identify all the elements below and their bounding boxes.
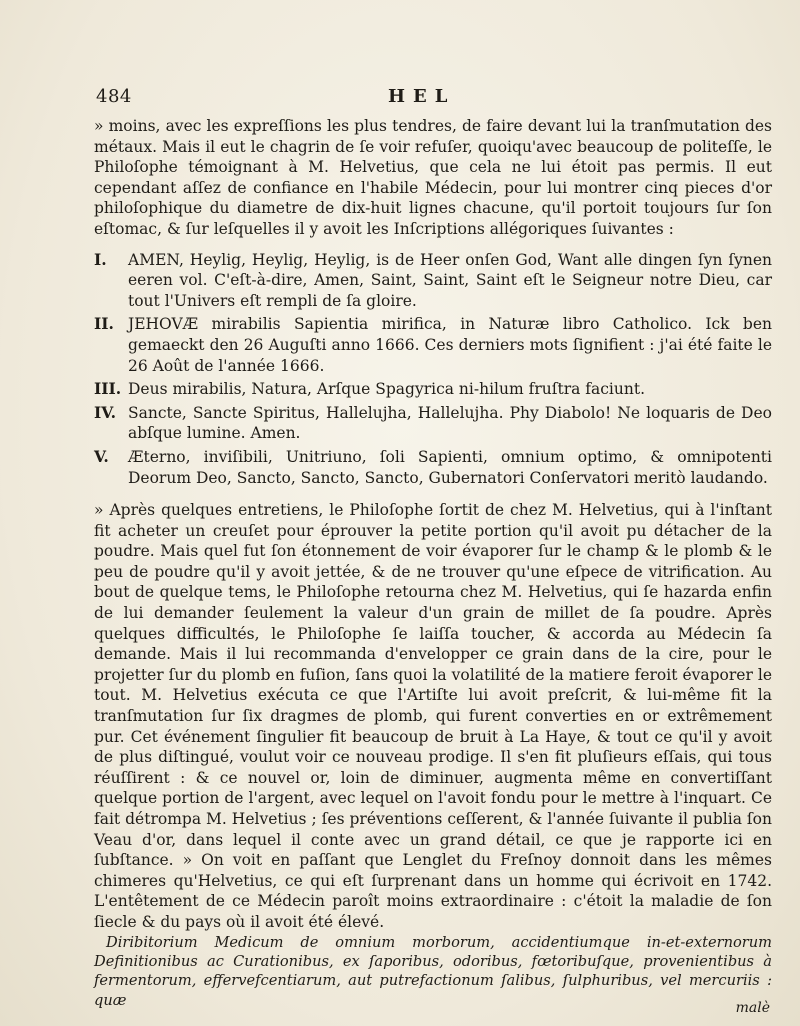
inscription-list <box>94 250 772 489</box>
inscription-text: AMEN, Heylig, Heylig, Heylig, is de Heer onſen God, Want alle dingen ſyn ſynen eeren vol. C'eſt-à-dire, Amen, Saint, Saint, Saint eſt le Seigneur notre Dieu, car tout l'Univers eſt rempli de ſa gloire. <box>128 250 772 310</box>
catchword: malè <box>735 1000 770 1016</box>
inscription-item <box>94 379 772 400</box>
inscription-number: II. <box>94 314 114 334</box>
running-title: HEL <box>388 86 456 107</box>
inscription-item <box>94 314 772 376</box>
inscription-text: Æterno, inviſibili, Unitriuno, ſoli Sapienti, omnium optimo, & omnipotenti Deorum Deo, Sancto, Sancto, Sancto, Gubernatori Conſervatori meritò laudando. <box>128 447 772 487</box>
inscription-item <box>94 447 772 488</box>
inscription-item <box>94 250 772 312</box>
narrative-paragraph: » Après quelques entretiens, le Philoſophe ſortit de chez M. Helvetius, qui à l'inſtant fit acheter un creuſet pour éprouver la petite portion qu'il avoit pu détacher de la poudre. Mais quel fut ſon étonnement de voir évaporer ſur le champ & le plomb & le peu de poudre qu'il y avoit jettée, & de ne trouver qu'une eſpece de vitrification. Au bout de quelque tems, le Philoſophe retourna chez M. Helvetius, qui ſe hazarda enfin de lui demander ſeulement la valeur d'un grain de millet de ſa poudre. Après quelques difficultés, le Philoſophe ſe laiſſa toucher, & accorda au Médecin ſa demande. Mais il lui recommanda d'envelopper ce grain dans de la cire, pour le projetter ſur du plomb en fuſion, ſans quoi la volatilité de la matiere feroit évaporer le tout. M. Helvetius exécuta ce que l'Artiſte lui avoit preſcrit, & lui-même fit la tranſmutation ſur ſix dragmes de plomb, qui furent converties en or extrêmement pur. Cet événement ſingulier fit beaucoup de bruit à La Haye, & tout ce qu'il y avoit de plus diſtingué, voulut voir ce nouveau prodige. Il s'en fit pluſieurs eſſais, qui tous réuſſirent : & ce nouvel or, loin de diminuer, augmenta même en convertiſſant quelque portion de l'argent, avec lequel on l'avoit fondu pour le mettre à l'inquart. Ce fait détrompa M. Helvetius ; ſes préventions ceſſerent, & l'année ſuivante il publia ſon Veau d'or, dans lequel il conte avec un grand détail, ce que je rapporte ici en ſubſtance. » On voit en paſſant que Lenglet du Freſnoy donnoit dans les mêmes chimeres qu'Helvetius, ce qui eſt ſurprenant dans un homme qui écrivoit en 1742. L'entêtement de ce Médecin paroît moins extraordinaire : c'étoit la maladie de ſon ſiecle & du pays où il avoit été élevé. <box>94 501 772 931</box>
inscription-item <box>94 403 772 444</box>
inscription-number: IV. <box>94 402 116 422</box>
page-number: 484 <box>96 86 132 107</box>
page-body <box>94 116 772 1010</box>
inscription-text: Sancte, Sancte Spiritus, Hallelujha, Hallelujha. Phy Diabolo! Ne loquaris de Deo abſque lumine. Amen. <box>128 403 772 443</box>
narrative-section <box>94 500 772 932</box>
inscription-text: Deus mirabilis, Natura, Arſque Spagyrica ni-hilum fruſtra faciunt. <box>128 380 646 399</box>
quoted-paragraph: » moins, avec les expreſſions les plus tendres, de faire devant lui la tranſmutation des métaux. Mais il eut le chagrin de ſe voir refuſer, quoiqu'avec beaucoup de politeſſe, le Philoſophe témoignant à M. Helvetius, que cela ne lui étoit pas permis. Il eut cependant aſſez de confiance en l'habile Médecin, pour lui montrer cinq pieces d'or philoſophique du diametre de dix-huit lignes chacune, qu'il portoit toujours ſur ſon eſtomac, & ſur leſquelles il y avoit les Inſcriptions allégoriques ſuivantes : <box>94 117 772 238</box>
running-head <box>96 86 776 112</box>
inscription-number: III. <box>94 379 122 399</box>
inscription-number: V. <box>94 446 109 466</box>
inscription-number: I. <box>94 249 107 269</box>
inscription-text: JEHOVÆ mirabilis Sapientia mirifica, in Naturæ libro Catholico. Ick ben gemaeckt den 26 Auguſti anno 1666. Ces derniers mots ſignifient : j'ai été faite le 26 Août de l'année 1666. <box>128 315 772 375</box>
footnote-paragraph: Diribitorium Medicum de omnium morborum, accidentiumque in-et-externorum Definitionibus ac Curationibus, ex ſaporibus, odoribus, fœtoribuſque, provenientibus à fermentorum, effervefcentiarum, aut putrefactionum ſalibus, ſulphuribus, vel mercuriis : quæ <box>94 933 772 1009</box>
